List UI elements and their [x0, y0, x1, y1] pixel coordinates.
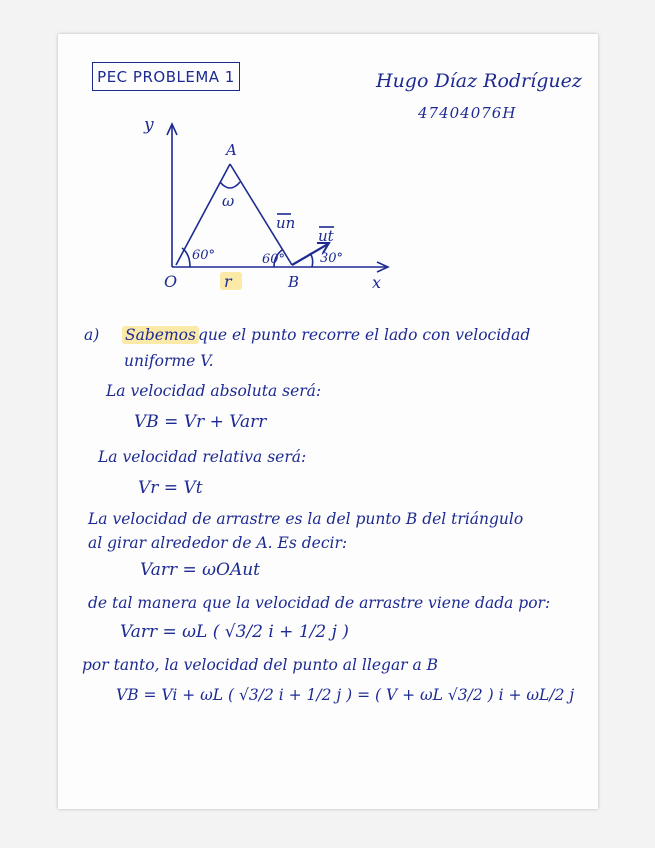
x-axis-label: x	[372, 273, 382, 292]
angle-arc-a	[220, 182, 240, 188]
text-line-8: por tanto, la velocidad del punto al llegar a B	[82, 656, 439, 674]
text-line-1: que el punto recorre el lado con velocidad	[198, 326, 531, 344]
vertex-b-label: B	[288, 273, 300, 291]
equation-3: Varr = ωOAut	[140, 560, 261, 580]
triangle-diagram	[58, 34, 598, 304]
paper-sheet	[58, 34, 598, 809]
text-line-3: La velocidad absoluta será:	[106, 382, 322, 400]
student-id: 47404076H	[418, 104, 517, 122]
equation-1: VB = Vr + Varr	[134, 412, 267, 432]
text-line-5: La velocidad de arrastre es la del punto B del triángulo	[88, 510, 524, 528]
angle-b-label: 60°	[262, 252, 286, 267]
text-line-6: al girar alrededor de A. Es decir:	[88, 534, 348, 552]
text-line-7: de tal manera que la velocidad de arrastre viene dada por:	[88, 594, 551, 612]
vertex-a-label: A	[226, 141, 237, 159]
text-line-4: La velocidad relativa será:	[98, 448, 307, 466]
omega-label: ω	[222, 192, 235, 210]
side-r-label: r	[224, 272, 232, 291]
vector-ut-label: ut	[318, 227, 334, 245]
part-a-marker: a)	[84, 326, 100, 344]
highlighted-word	[122, 326, 199, 344]
equation-2: Vr = Vt	[138, 478, 203, 498]
author-name: Hugo Díaz Rodríguez	[376, 70, 582, 92]
problem-title: PEC PROBLEMA 1	[97, 67, 235, 86]
y-axis-label: y	[144, 115, 154, 135]
origin-label: O	[164, 272, 178, 291]
highlighted-word-text: Sabemos	[122, 326, 199, 344]
vector-un-label: un	[276, 214, 296, 232]
angle-o-label: 60°	[192, 248, 216, 263]
equation-5: VB = Vi + ωL ( √3/2 i + 1/2 j ) = ( V + ωL √3/2 ) i + ωL/2 j	[116, 686, 575, 704]
text-line-2: uniforme V.	[124, 352, 214, 370]
angle-ut-label: 30°	[320, 251, 344, 266]
equation-4: Varr = ωL ( √3/2 i + 1/2 j )	[120, 622, 349, 642]
